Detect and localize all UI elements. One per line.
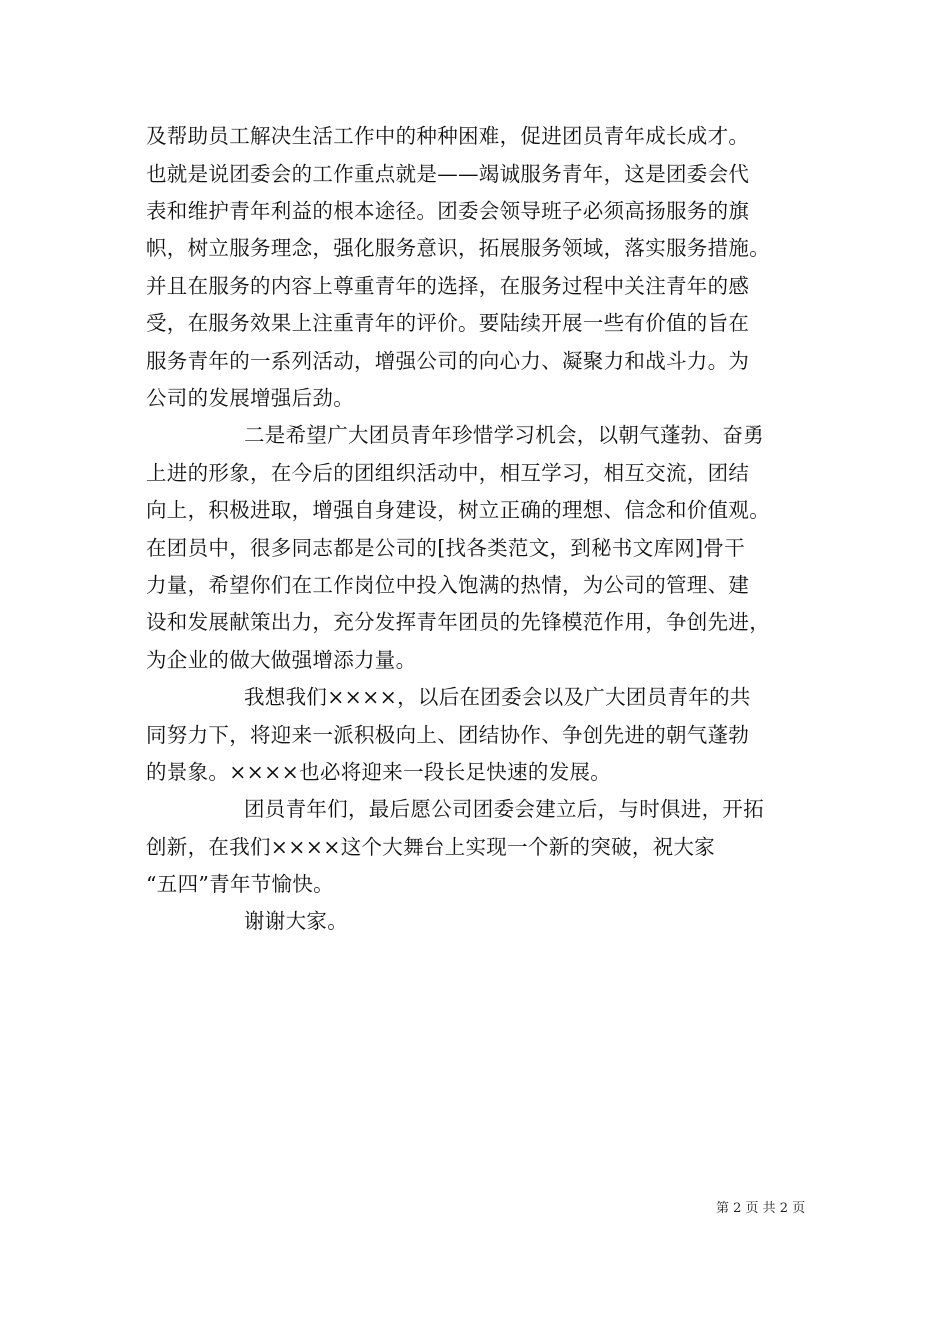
body-line: 设和发展献策出力，充分发挥青年团员的先锋模范作用，争创先进，: [146, 610, 770, 634]
body-line: 服务青年的一系列活动，增强公司的向心力、凝聚力和战斗力。为: [146, 349, 750, 373]
closing-line: 谢谢大家。: [244, 909, 348, 933]
body-line: 为企业的做大做强增添力量。: [146, 648, 417, 672]
page-number-footer: 第 2 页 共 2 页: [716, 1201, 806, 1216]
body-line: 表和维护青年利益的根本途径。团委会领导班子必须高扬服务的旗: [146, 199, 750, 223]
body-line: 也就是说团委会的工作重点就是——竭诚服务青年，这是团委会代: [146, 162, 750, 186]
body-line: 在团员中，很多同志都是公司的[找各类范文，到秘书文库网]骨干: [146, 536, 745, 560]
body-line: 力量，希望你们在工作岗位中投入饱满的热情，为公司的管理、建: [146, 573, 750, 597]
body-line: 同努力下，将迎来一派积极向上、团结协作、争创先进的朝气蓬勃: [146, 723, 750, 747]
paragraph-start-line: 二是希望广大团员青年珍惜学习机会，以朝气蓬勃、奋勇: [244, 423, 764, 447]
paragraph-start-line: 我想我们××××，以后在团委会以及广大团员青年的共: [244, 685, 751, 709]
body-line: 创新，在我们××××这个大舞台上实现一个新的突破，祝大家: [146, 835, 716, 859]
body-line: 向上，积极进取，增强自身建设，树立正确的理想、信念和价值观。: [146, 498, 770, 522]
body-line: 的景象。××××也必将迎来一段长足快速的发展。: [146, 760, 612, 784]
body-line: 帜，树立服务理念，强化服务意识，拓展服务领域，落实服务措施。: [146, 236, 770, 260]
body-line: “五四”青年节愉快。: [146, 872, 334, 896]
body-line: 公司的发展增强后劲。: [146, 386, 354, 410]
body-line: 上进的形象，在今后的团组织活动中，相互学习，相互交流，团结: [146, 461, 750, 485]
body-line: 及帮助员工解决生活工作中的种种困难，促进团员青年成长成才。: [146, 124, 750, 148]
body-line: 受，在服务效果上注重青年的评价。要陆续开展一些有价值的旨在: [146, 311, 750, 335]
body-line: 并且在服务的内容上尊重青年的选择，在服务过程中关注青年的感: [146, 274, 750, 298]
paragraph-start-line: 团员青年们，最后愿公司团委会建立后，与时俱进，开拓: [244, 797, 764, 821]
